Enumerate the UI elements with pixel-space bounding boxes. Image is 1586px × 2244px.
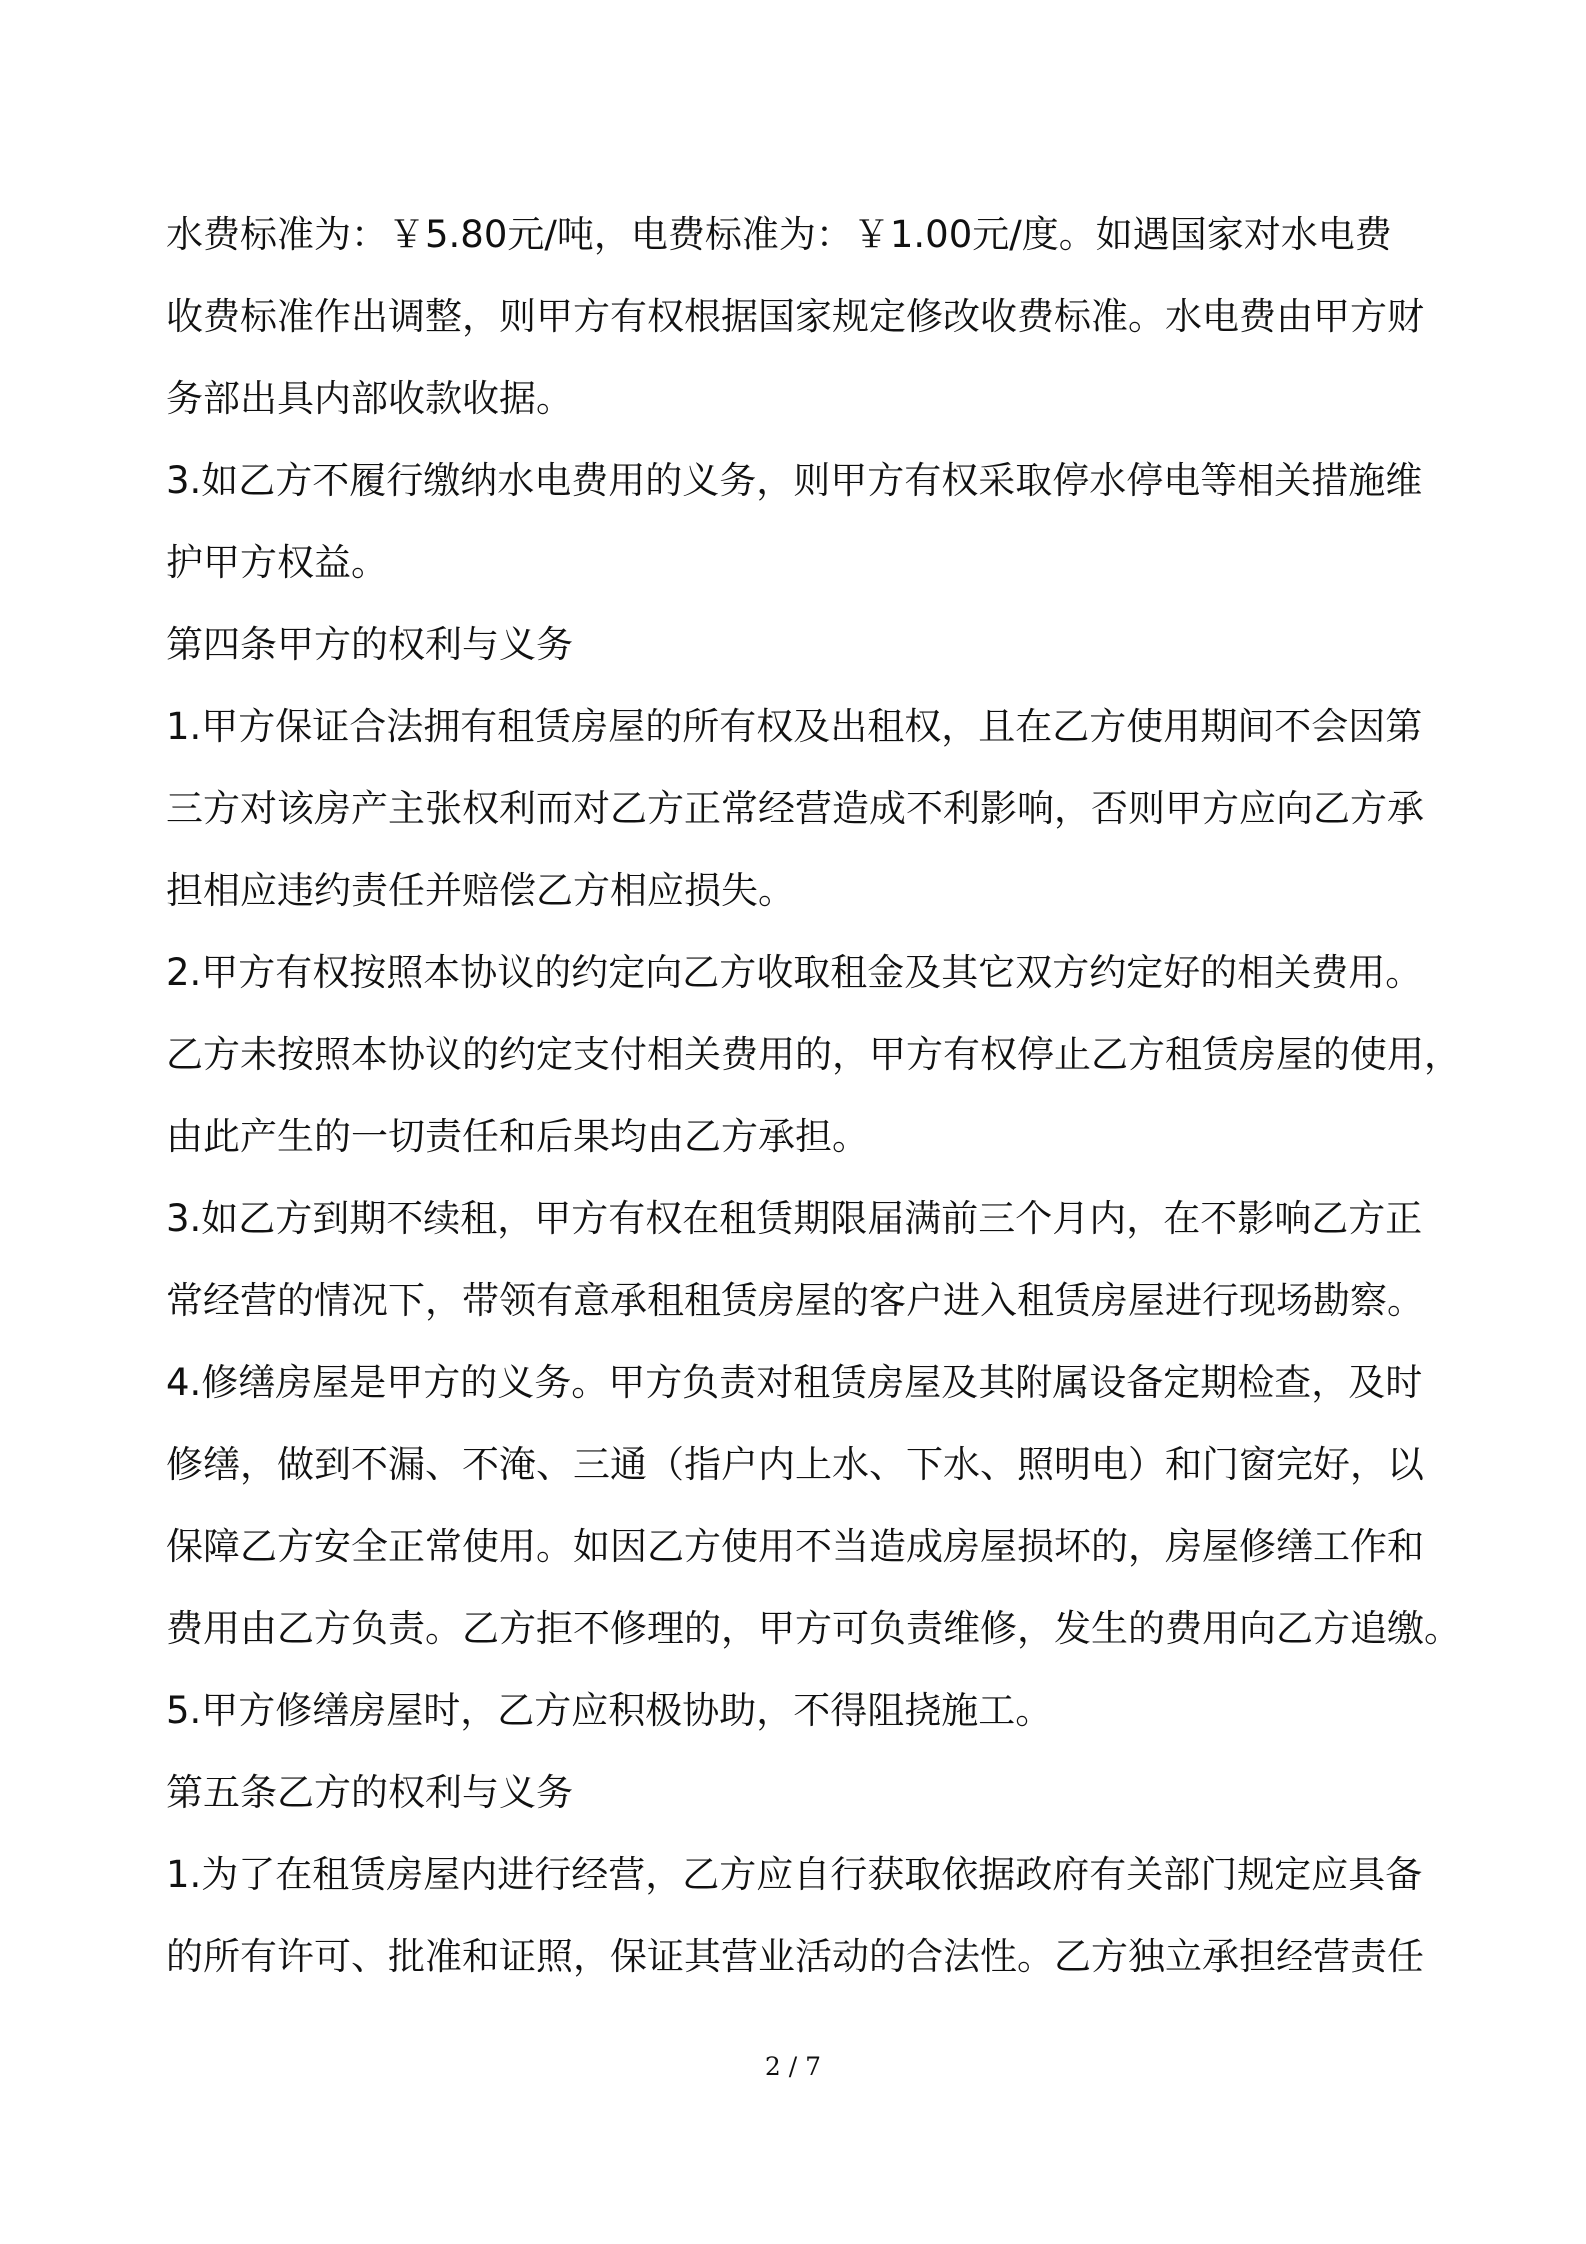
paragraph-line: 2.甲方有权按照本协议的约定向乙方收取租金及其它双方约定好的相关费用。 [166,951,1423,994]
paragraph-line: 常经营的情况下，带领有意承租租赁房屋的客户进入租赁房屋进行现场勘察。 [166,1279,1424,1322]
paragraph-line: 乙方未按照本协议的约定支付相关费用的，甲方有权停止乙方租赁房屋的使用， [166,1033,1461,1076]
paragraph-line: 收费标准作出调整，则甲方有权根据国家规定修改收费标准。水电费由甲方财 [166,295,1424,338]
paragraph-line: 的所有许可、批准和证照，保证其营业活动的合法性。乙方独立承担经营责任 [166,1935,1424,1978]
paragraph-line: 1.为了在租赁房屋内进行经营，乙方应自行获取依据政府有关部门规定应具备 [166,1853,1423,1896]
paragraph-line: 5.甲方修缮房屋时，乙方应积极协助，不得阻挠施工。 [166,1689,1053,1732]
paragraph-line: 保障乙方安全正常使用。如因乙方使用不当造成房屋损坏的，房屋修缮工作和 [166,1525,1424,1568]
section-heading-article-4: 第四条甲方的权利与义务 [166,623,573,666]
paragraph-line: 水费标准为：￥5.80元/吨，电费标准为：￥1.00元/度。如遇国家对水电费 [166,213,1392,256]
paragraph-line: 务部出具内部收款收据。 [166,377,573,420]
paragraph-line: 担相应违约责任并赔偿乙方相应损失。 [166,869,795,912]
paragraph-line: 修缮，做到不漏、不淹、三通（指户内上水、下水、照明电）和门窗完好，以 [166,1443,1424,1486]
paragraph-line: 护甲方权益。 [166,541,388,584]
paragraph-line: 由此产生的一切责任和后果均由乙方承担。 [166,1115,869,1158]
paragraph-line: 三方对该房产主张权利而对乙方正常经营造成不利影响，否则甲方应向乙方承 [166,787,1424,830]
paragraph-line: 4.修缮房屋是甲方的义务。甲方负责对租赁房屋及其附属设备定期检查，及时 [166,1361,1423,1404]
paragraph-line: 1.甲方保证合法拥有租赁房屋的所有权及出租权，且在乙方使用期间不会因第 [166,705,1423,748]
section-heading-article-5: 第五条乙方的权利与义务 [166,1771,573,1814]
paragraph-line: 3.如乙方不履行缴纳水电费用的义务，则甲方有权采取停水停电等相关措施维 [166,459,1423,502]
paragraph-line: 3.如乙方到期不续租，甲方有权在租赁期限届满前三个月内，在不影响乙方正 [166,1197,1423,1240]
page-number: 2 / 7 [764,2052,822,2081]
document-body [166,194,1461,1998]
paragraph-line: 费用由乙方负责。乙方拒不修理的，甲方可负责维修，发生的费用向乙方追缴。 [166,1607,1461,1650]
